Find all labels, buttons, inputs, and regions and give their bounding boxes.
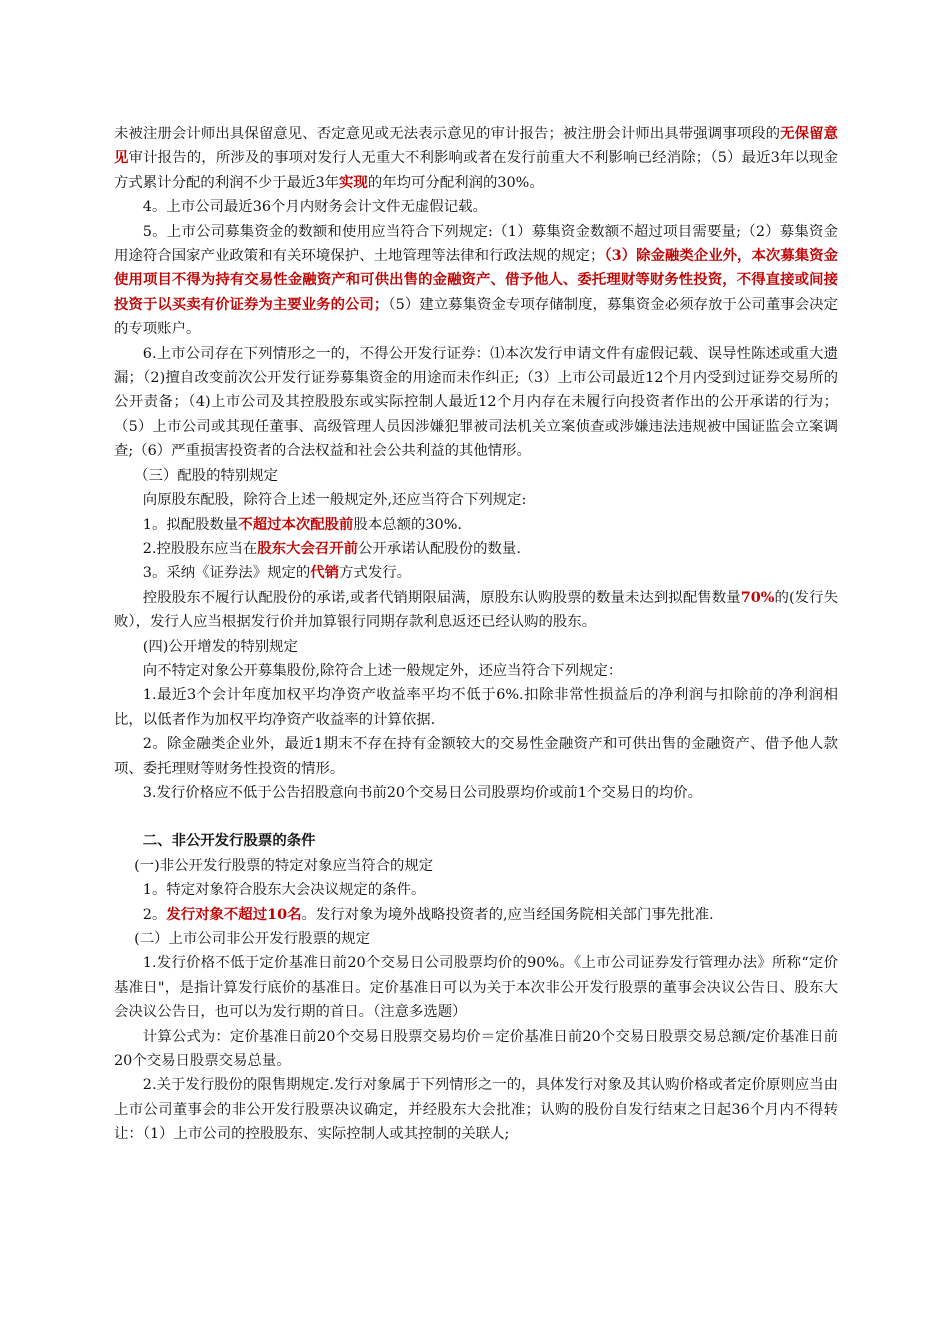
highlighted-text: 无保留意见 [114,125,838,167]
paragraph [114,122,838,195]
highlighted-text: 代销 [310,564,340,582]
paragraph [114,659,838,683]
text-run: 3。采纳《证券法》规定的 [142,565,311,582]
text-run: (二）上市公司非公开发行股票的规定 [134,931,371,947]
highlighted-text: 股东大会召开前 [257,539,359,557]
paragraph [114,951,838,1024]
paragraph [114,561,838,585]
paragraph [114,781,838,805]
text-run: 计算公式为：定价基准日前20个交易日股票交易均价＝定价基准日前20个交易日股票交易总额/定价基准日前20个交易日股票交易总量。 [114,1028,838,1070]
text-run: 1.发行价格不低于定价基准日前20个交易日公司股票均价的90%。《上市公司证券发行管理办法》所称“定价基准日"，是指计算发行底价的基准日。定价基准日可以为关于本次非公开发行股票的董事会决议公告日、股东大会决议公告日，也可以为发行期的首日。（注意多选题） [114,955,838,1021]
text-run: 。发行对象为境外战略投资者的,应当经国务院相关部门事先批准. [301,906,714,923]
paragraph [114,1025,838,1074]
paragraph [114,732,838,781]
text-run: 1。拟配股数量 [142,516,239,533]
paragraph [114,927,838,951]
text-run: 向原股东配股，除符合上述一般规定外,还应当符合下列规定: [142,492,527,509]
text-run: 1.最近3个会计年度加权平均净资产收益率平均不低于6%.扣除非常性损益后的净利润与扣除前的净利润相比，以低者作为加权平均净资产收益率的计算依据. [114,687,838,728]
paragraph [114,488,838,512]
paragraph [114,537,838,561]
text-run: 6.上市公司存在下列情形之一的，不得公开发行证券：⑴本次发行申请文件有虚假记载、误导性陈述或重大遗漏；（2)擅自改变前次公开发行证券募集资金的用途而未作纠正;（3）上市公司最近12个月内受到过证券交易所的公开责备；（4)上市公司及其控股股东或实际控制人最近12个月内存在未履行向投资者作出的公开承诺的行为；（5）上市公司或其现任董事、高级管理人员因涉嫌犯罪被司法机关立案侦查或涉嫌违法违规被中国证监会立案调查;（6）严重损害投资者的合法权益和社会公共利益的其他情形。 [114,345,838,460]
text-run: (四)公开增发的特别规定 [142,638,298,655]
text-run: 审计报告的，所涉及的事项对发行人无重大不利影响或者在发行前重大不利影响已经消除；（5）最近3年以现金方式累计分配的利润不少于最近3年 [114,150,838,191]
paragraph [114,854,838,878]
blank-line [114,805,838,829]
paragraph [114,1073,838,1146]
text-run: 2。 [142,906,167,923]
text-run: （三）配股的特别规定 [134,467,279,484]
paragraph [114,903,838,927]
highlighted-text: 发行对象不超过10名 [166,905,302,923]
text-run: (一)非公开发行股票的特定对象应当符合的规定 [134,857,434,874]
text-run: 控股股东不履行认配股份的承诺,或者代销期限届满，原股东认购股票的数量未达到拟配售数量 [142,589,741,606]
text-run: 方式发行。 [339,565,412,582]
text-run: 股本总额的30%. [353,516,462,533]
section-heading [114,829,838,853]
text-run: 2。除金融类企业外，最近1期末不存在持有金额较大的交易性金融资产和可供出售的金融资产、借予他人款项、委托理财等财务性投资的情形。 [114,736,838,777]
text-run: 的(发行失败），发行人应当根据发行价并加算银行同期存款利息返还已经认购的股东。 [114,589,838,631]
text-run: 二、非公开发行股票的条件 [142,832,316,850]
text-run: 5。上市公司募集资金的数额和使用应当符合下列规定:（1）募集资金数额不超过项目需要量;（2）募集资金用途符合国家产业政策和有关环境保护、土地管理等法律和行政法规的规定； [114,223,838,265]
text-run: 2.关于发行股份的限售期规定.发行对象属于下列情形之一的，具体发行对象及其认购价格或者定价原则应当由上市公司董事会的非公开发行股票决议确定，并经股东大会批准；认购的股份自发行结束之日起36个月内不得转让：（1）上市公司的控股股东、实际控制人或其控制的关联人; [114,1077,838,1143]
paragraph [114,586,838,635]
paragraph [114,513,838,537]
paragraph [114,195,838,219]
text-run: 1。特定对象符合股东大会决议规定的条件。 [142,882,426,899]
text-run: 公开承诺认配股份的数量. [358,540,521,557]
paragraph [114,464,838,488]
text-run: 未被注册会计师出具保留意见、否定意见或无法表示意见的审计报告；被注册会计师出具带强调事项段的 [114,126,781,142]
highlighted-text: 实现 [339,173,368,191]
paragraph [114,878,838,902]
paragraph [114,220,838,342]
text-run: 3.发行价格应不低于公告招股意向书前20个交易日公司股票均价或前1个交易日的均价。 [142,784,703,801]
text-run: 4。上市公司最近36个月内财务会计文件无虚假记载。 [142,199,487,216]
text-run: 2.控股股东应当在 [142,540,258,557]
highlighted-text: （3）除金融类企业外，本次募集资金使用项目不得为持有交易性金融资产和可供出售的金融资产、借予他人、委托理财等财务性投资，不得直接或间接投资于以买卖有价证券为主要业务的公司； [114,247,838,313]
paragraph [114,342,838,464]
document-page [114,122,838,1147]
paragraph [114,635,838,659]
paragraph [114,683,838,732]
text-run: 向不特定对象公开募集股份,除符合上述一般规定外，还应当符合下列规定： [142,662,623,679]
highlighted-text: 不超过本次配股前 [238,515,354,533]
text-run: （5）建立募集资金专项存储制度，募集资金必须存放于公司董事会决定的专项账户。 [114,296,838,338]
text-run: 的年均可分配利润的30%。 [367,174,544,191]
highlighted-text: 70% [740,588,775,606]
